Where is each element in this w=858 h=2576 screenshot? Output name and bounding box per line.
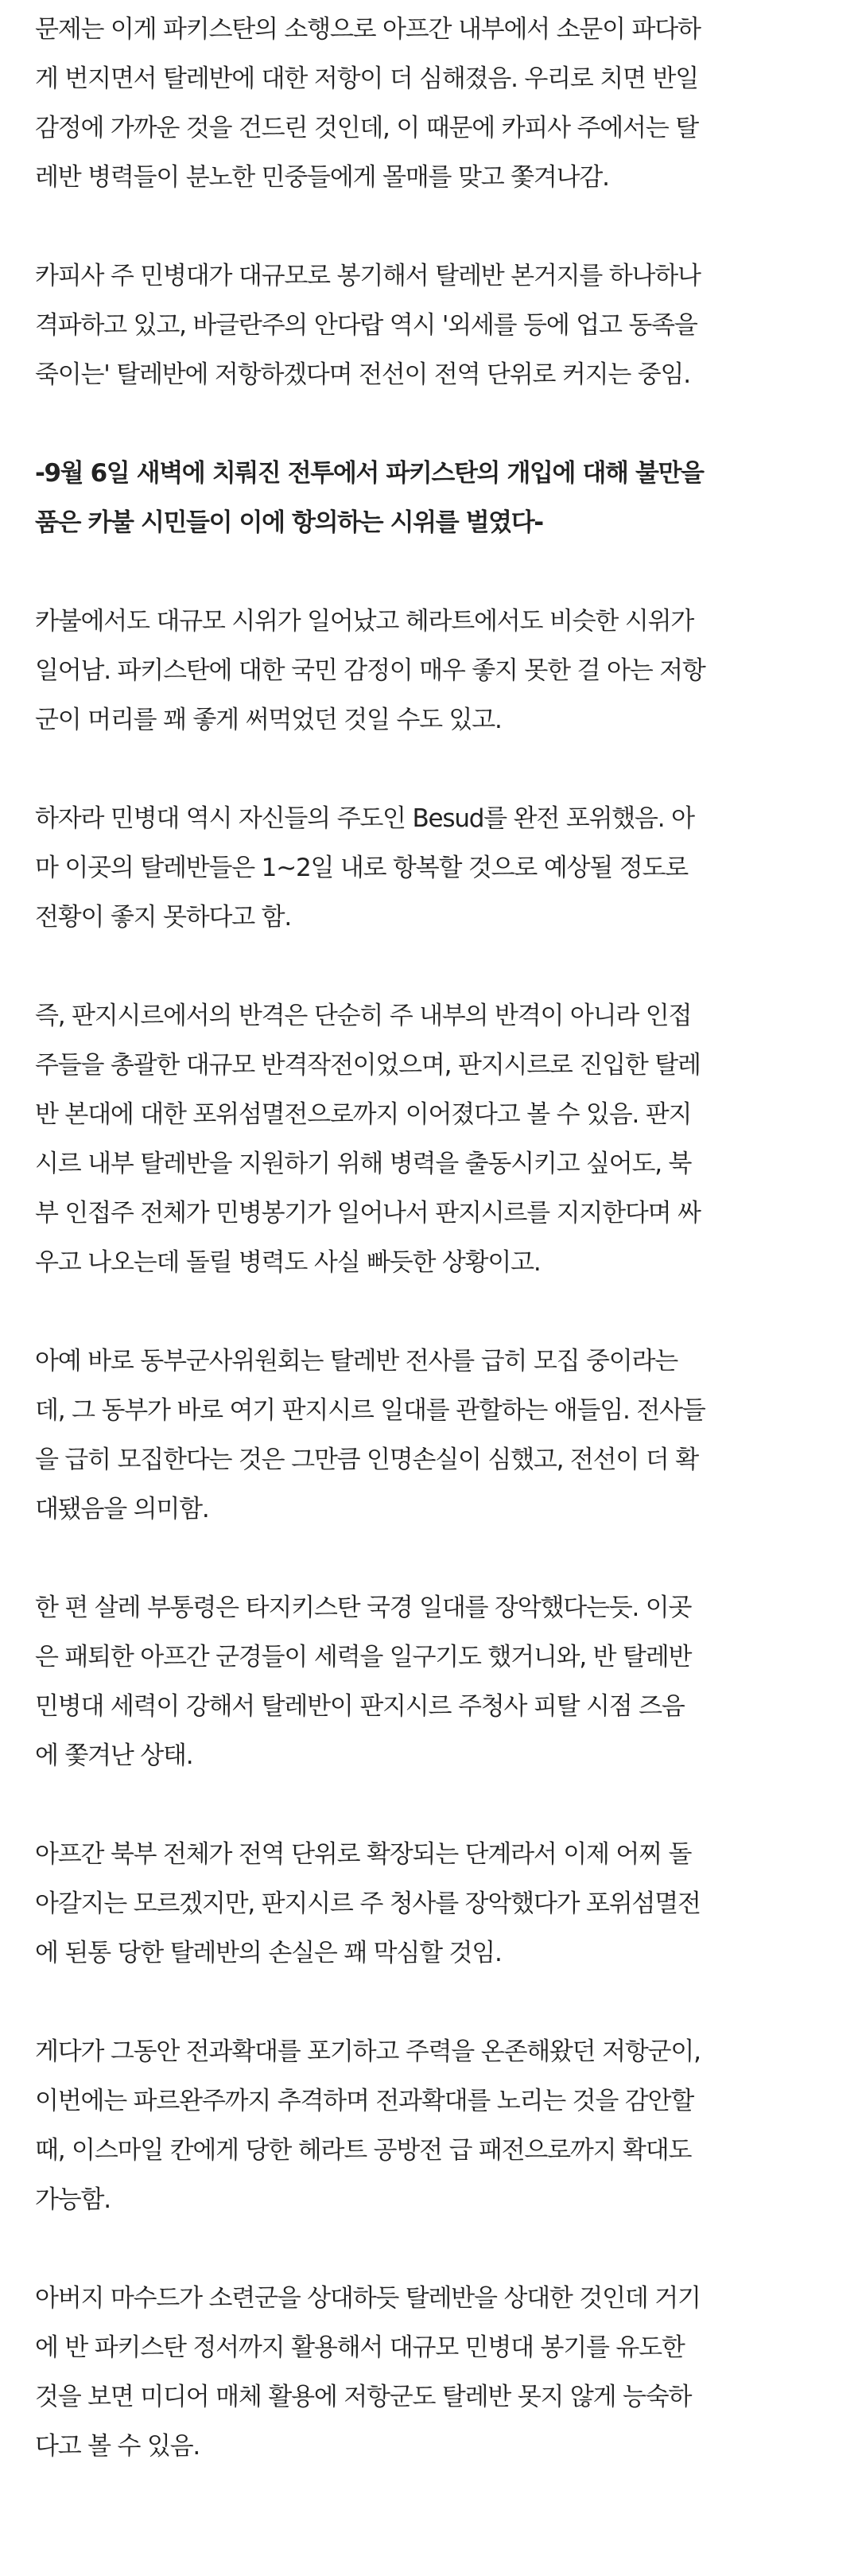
article-body [35,5,830,2471]
paragraph-1: 문제는 이게 파키스탄의 소행으로 아프간 내부에서 소문이 파다하 게 번지면서 탈레반에 대한 저항이 더 심해졌음. 우리로 치면 반일 감정에 가까운 것을 건드린 것인데, 이 때문에 카피사 주에서는 탈 레반 병력들이 분노한 민중들에게 몰매를 맞고 쫓겨나감. [35,15,701,192]
paragraph-3: 카불에서도 대규모 시위가 일어났고 헤라트에서도 비슷한 시위가 일어남. 파키스탄에 대한 국민 감정이 매우 좋지 못한 걸 아는 저항 군이 머리를 꽤 좋게 써먹었던 것일 수도 있고. [35,607,705,734]
paragraph-7: 한 편 살레 부통령은 타지키스탄 국경 일대를 장악했다는듯. 이곳 은 패퇴한 아프간 군경들이 세력을 일구기도 했거니와, 반 탈레반 민병대 세력이 강해서 탈레반이 판지시르 주청사 피탈 시점 즈음 에 쫓겨난 상태. [35,1593,692,1770]
bold-caption: -9월 6일 새벽에 치뤄진 전투에서 파키스탄의 개입에 대해 불만을 품은 카불 시민들이 이에 항의하는 시위를 벌였다- [35,459,704,537]
paragraph-5: 즉, 판지시르에서의 반격은 단순히 주 내부의 반격이 아니라 인접 주들을 총괄한 대규모 반격작전이었으며, 판지시르로 진입한 탈레 반 본대에 대한 포위섬멸전으로까지 이어졌다고 볼 수 있음. 판지 시르 내부 탈레반을 지원하기 위해 병력을 출동시키고 싶어도, 북 부 인접주 전체가 민병봉기가 일어나서 판지시르를 지지한다며 싸 우고 나오는데 돌릴 병력도 사실 빠듯한 상황이고. [35,1002,701,1277]
paragraph-6: 아예 바로 동부군사위원회는 탈레반 전사를 급히 모집 중이라는 데, 그 동부가 바로 여기 판지시르 일대를 관할하는 애들임. 전사들 을 급히 모집한다는 것은 그만큼 인명손실이 심했고, 전선이 더 확 대됐음을 의미함. [35,1347,705,1523]
paragraph-10: 아버지 마수드가 소련군을 상대하듯 탈레반을 상대한 것인데 거기 에 반 파키스탄 정서까지 활용해서 대규모 민병대 봉기를 유도한 것을 보면 미디어 매체 활용에 저항군도 탈레반 못지 않게 능숙하 다고 볼 수 있음. [35,2284,701,2461]
paragraph-4: 하자라 민병대 역시 자신들의 주도인 Besud를 완전 포위했음. 아 마 이곳의 탈레반들은 1~2일 내로 항복할 것으로 예상될 정도로 전황이 좋지 못하다고 함. [35,804,694,932]
paragraph-8: 아프간 북부 전체가 전역 단위로 확장되는 단계라서 이제 어찌 돌 아갈지는 모르겠지만, 판지시르 주 청사를 장악했다가 포위섬멸전 에 된통 당한 탈레반의 손실은 꽤 막심할 것임. [35,1840,701,1967]
paragraph-9: 게다가 그동안 전과확대를 포기하고 주력을 온존해왔던 저항군이, 이번에는 파르완주까지 추격하며 전과확대를 노리는 것을 감안할 때, 이스마일 칸에게 당한 헤라트 공방전 급 패전으로까지 확대도 가능함. [35,2037,701,2214]
paragraph-2: 카피사 주 민병대가 대규모로 봉기해서 탈레반 본거지를 하나하나 격파하고 있고, 바글란주의 안다랍 역시 '외세를 등에 업고 동족을 죽이는' 탈레반에 저항하겠다며 전선이 전역 단위로 커지는 중임. [35,262,701,389]
